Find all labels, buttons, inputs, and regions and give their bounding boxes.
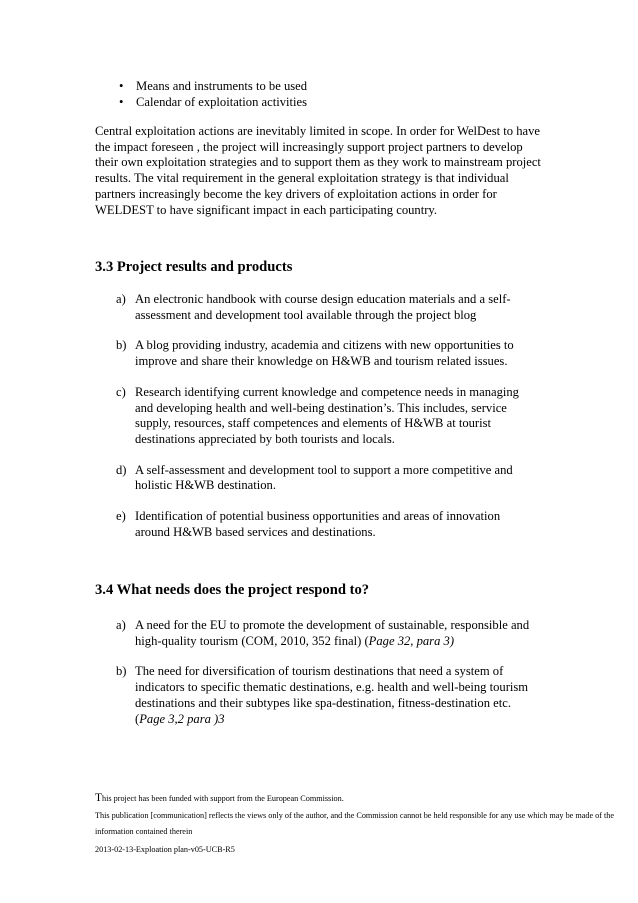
list-marker: a) [116, 618, 126, 632]
page-reference: Page 3,2 para )3 [139, 711, 225, 726]
list-item-text: A need for the EU to promote the development of sustainable, responsible and high-quality tourism (COM, 2010, 352 final) ( [135, 618, 530, 648]
list-item [116, 385, 536, 448]
bullet-text: Calendar of exploitation activities [136, 95, 308, 109]
exploitation-paragraph: Central exploitation actions are inevitably limited in scope. In order for WelDest to have the impact foreseen , the project will increasingly support project partners to develop their own exploitation strategies and to support them as they work to mainstream project results. The vital requirement in the general exploitation strategy is that individual partners increasingly become the key drivers of exploitation actions in order for WELDEST to have significant impact in each participating country. [95, 124, 541, 217]
list-marker: e) [116, 509, 126, 524]
list-marker: a) [116, 292, 126, 306]
document-code: 2013-02-13-Exploation plan-v05-UCB-R5 [95, 845, 235, 854]
list-item-text: A blog providing industry, academia and citizens with new opportunities to improve and share their knowledge on H&WB and tourism related issues. [135, 338, 514, 369]
list-item [116, 664, 536, 727]
bullet-marker: • [119, 95, 124, 109]
section-3-3-heading: 3.3 Project results and products [95, 259, 293, 275]
disclaimer-line-2: This publication [communication] reflects the views only of the author, and the Commission cannot be held responsible for any use which may be made of the information contained therein [95, 810, 614, 836]
bullet-marker: • [119, 79, 124, 93]
disclaimer-line-1 [95, 790, 615, 808]
list-item [116, 338, 536, 369]
bullet-item [119, 78, 307, 94]
list-item [116, 292, 536, 323]
results-list [116, 292, 536, 555]
disclaimer-text-1: his project has been funded with support from the European Commission. [102, 794, 344, 803]
bullet-item [119, 94, 307, 110]
list-marker: c) [116, 384, 126, 399]
bullet-text: Means and instruments to be used [136, 79, 308, 93]
list-item-text: A self-assessment and development tool to support a more competitive and holistic H&WB destination. [135, 462, 513, 493]
list-marker: b) [116, 664, 127, 679]
section-3-4-heading: 3.4 What needs does the project respond to? [95, 582, 370, 598]
list-item-text: Research identifying current knowledge and competence needs in managing and developing health and well-being destination’s. This includes, service supply, resources, staff competences and elements of H&WB at tourist destinations appreciated by both tourists and locals. [135, 384, 519, 446]
list-marker: d) [116, 462, 127, 477]
list-item [116, 618, 536, 649]
list-item [116, 463, 536, 494]
list-item-text: An electronic handbook with course design education materials and a self-assessment and development tool available through the project blog [135, 292, 511, 322]
list-item-text: Identification of potential business opportunities and areas of innovation around H&WB based services and destinations. [135, 509, 501, 539]
drop-cap: T [95, 792, 103, 804]
funding-disclaimer [95, 790, 615, 841]
list-marker: b) [116, 338, 127, 353]
list-item [116, 509, 536, 540]
list-item-text: The need for diversification of tourism destinations that need a system of indicators to specific thematic destinations, e.g. health and well-being tourism destinations and their subtypes like spa-destination, fitness-destination etc. ( [135, 664, 529, 726]
bullet-list [119, 78, 307, 110]
page-reference: Page 32, para 3) [368, 633, 455, 648]
needs-list [116, 618, 536, 742]
